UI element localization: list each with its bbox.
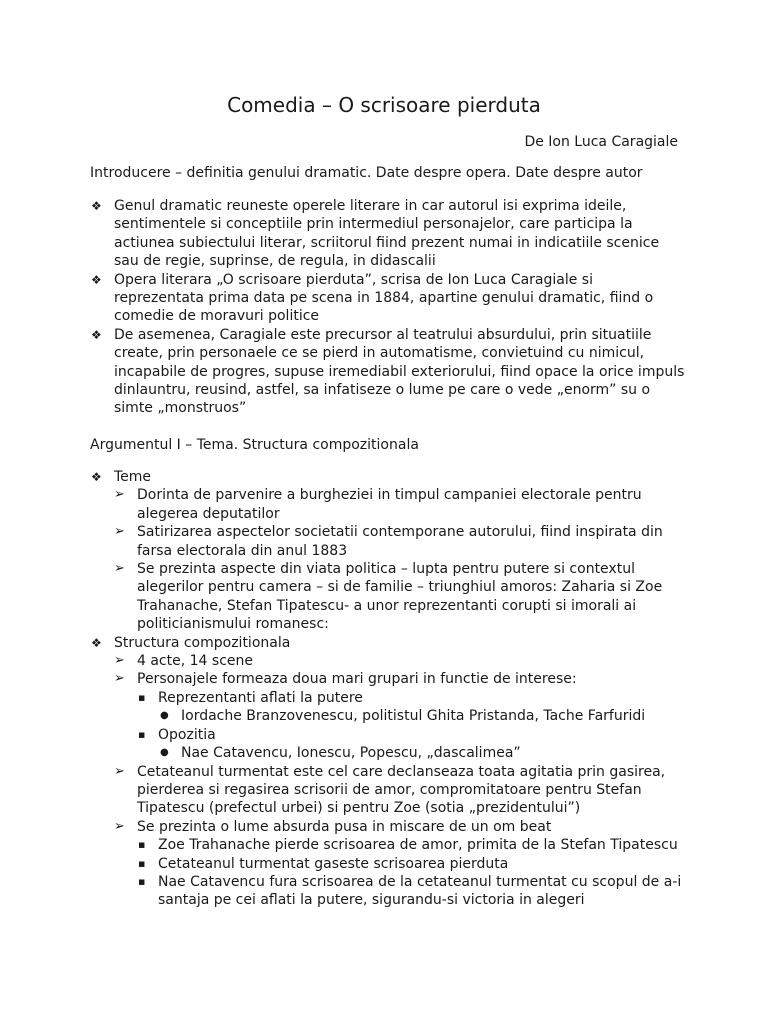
square-bullet-icon: ▪ — [138, 856, 146, 870]
arrow-bullet-icon: ➢ — [114, 671, 125, 687]
intro-list-item — [0, 326, 768, 418]
list-item-line: comedie de moravuri politice — [114, 308, 320, 325]
list-item — [0, 873, 768, 910]
diamond-bullet-icon: ❖ — [91, 327, 102, 342]
dot-bullet-icon: ● — [160, 710, 169, 722]
square-bullet-icon: ▪ — [138, 727, 146, 741]
intro-list-item — [0, 197, 768, 271]
list-item-line: farsa electorala din anul 1883 — [137, 542, 348, 559]
argument-list — [0, 468, 768, 910]
section-item-structura — [0, 634, 768, 652]
intro-heading: Introducere – definitia genului dramatic. Date despre opera. Date despre autor — [90, 165, 643, 181]
diamond-bullet-icon: ❖ — [91, 635, 102, 650]
diamond-bullet-icon: ❖ — [91, 470, 102, 484]
list-item-line: Zoe Trahanache pierde scrisoarea de amor, primita de la Stefan Tipatescu — [158, 837, 678, 854]
intro-list — [0, 197, 768, 418]
list-item-line: 4 acte, 14 scene — [137, 653, 253, 670]
list-item — [0, 818, 768, 836]
arrow-bullet-icon: ➢ — [114, 818, 125, 834]
list-item-line: alegerilor pentru camera – si de familie – triunghiul amoros: Zaharia si Zoe — [137, 579, 663, 596]
arrow-bullet-icon: ➢ — [114, 524, 125, 540]
list-item-line: sentimentele si conceptiile prin intermediul personajelor, care participa la — [114, 216, 633, 233]
list-item — [0, 689, 768, 707]
square-bullet-icon: ▪ — [138, 838, 146, 852]
list-item — [0, 560, 768, 634]
arrow-bullet-icon: ➢ — [114, 763, 125, 779]
arrow-bullet-icon: ➢ — [114, 487, 125, 503]
list-item-line: santaja pe cei aflati la putere, sigurandu-si victoria in alegeri — [158, 892, 585, 909]
list-item-line: Personajele formeaza doua mari grupari in functie de interese: — [137, 671, 577, 688]
section-item-teme — [0, 468, 768, 486]
list-item-line: Structura compozitionala — [114, 634, 291, 651]
list-item — [0, 486, 768, 523]
list-item-line: Reprezentanti aflati la putere — [158, 689, 363, 706]
list-item-line: actiunea subiectului literar, scriitorul fiind prezent numai in indicatiile scenice — [114, 234, 660, 251]
square-bullet-icon: ▪ — [138, 690, 146, 704]
list-item — [0, 744, 768, 762]
list-item — [0, 836, 768, 854]
list-item-line: Genul dramatic reuneste operele literare in car autorul isi exprima ideile, — [114, 198, 627, 214]
list-item — [0, 855, 768, 873]
list-item-line: Opozitia — [158, 726, 216, 743]
list-item-line: reprezentata prima data pe scena in 1884, apartine genului dramatic, fiind o — [114, 290, 654, 307]
list-item-line: Opera literara „O scrisoare pierduta”, scrisa de Ion Luca Caragiale si — [114, 271, 593, 288]
list-item-line: Trahanache, Stefan Tipatescu- a unor reprezentanti corupti si imorali ai — [137, 597, 637, 614]
intro-list-item — [0, 271, 768, 326]
list-item-line: Tipatescu (prefectul urbei) si pentru Zoe (sotia „prezidentului”) — [137, 800, 581, 817]
document-author: De Ion Luca Caragiale — [524, 134, 678, 150]
arrow-bullet-icon: ➢ — [114, 561, 125, 577]
list-item-line: politicianismului romanesc: — [137, 616, 329, 633]
diamond-bullet-icon: ❖ — [91, 199, 102, 213]
list-item-line: Se prezinta aspecte din viata politica – lupta pentru putere si contextul — [137, 561, 635, 578]
list-item-line: Nae Catavencu, Ionescu, Popescu, „dascalimea” — [181, 745, 521, 762]
list-item-line: Teme — [114, 469, 152, 485]
list-item — [0, 652, 768, 670]
list-item-line: Satirizarea aspectelor societatii contemporane autorului, fiind inspirata din — [137, 524, 663, 541]
list-item-line: Iordache Branzovenescu, politistul Ghita Pristanda, Tache Farfuridi — [181, 708, 646, 725]
document-title: Comedia – O scrisoare pierduta — [227, 93, 541, 117]
list-item-line: create, prin personaele ce se pierd in automatisme, convietuind cu nimicul, — [114, 345, 645, 362]
dot-bullet-icon: ● — [160, 747, 169, 759]
list-item-line: Cetateanul turmentat gaseste scrisoarea pierduta — [158, 855, 509, 872]
list-item-line: pierderea si regasirea scrisorii de amor, compromitatoare pentru Stefan — [137, 781, 642, 798]
argument-heading: Argumentul I – Tema. Structura compozitionala — [90, 437, 419, 453]
list-item-line: Se prezinta o lume absurda pusa in miscare de un om beat — [137, 818, 552, 835]
arrow-bullet-icon: ➢ — [114, 653, 125, 669]
diamond-bullet-icon: ❖ — [91, 272, 102, 287]
list-item-line: incapabile de progres, supuse iremediabil exteriorului, fiind opace la orice impuls — [114, 363, 685, 380]
list-item-line: Dorinta de parvenire a burgheziei in timpul campaniei electorale pentru — [137, 487, 642, 504]
list-item — [0, 763, 768, 818]
square-bullet-icon: ▪ — [138, 874, 146, 888]
list-item — [0, 726, 768, 744]
list-item-line: simte „monstruos” — [114, 400, 247, 417]
list-item-line: De asemenea, Caragiale este precursor al teatrului absurdului, prin situatiile — [114, 326, 652, 343]
list-item-line: sau de regie, suprinse, de regula, in didascalii — [114, 253, 436, 270]
list-item-line: dinlauntru, reusind, astfel, sa infatiseze o lume pe care o vede „enorm” su o — [114, 382, 651, 399]
list-item — [0, 523, 768, 560]
list-item-line: Nae Catavencu fura scrisoarea de la cetateanul turmentat cu scopul de a-i — [158, 873, 682, 890]
list-item — [0, 670, 768, 688]
list-item — [0, 707, 768, 725]
list-item-line: alegerea deputatilor — [137, 505, 280, 522]
list-item-line: Cetateanul turmentat este cel care declanseaza toata agitatia prin gasirea, — [137, 763, 666, 780]
